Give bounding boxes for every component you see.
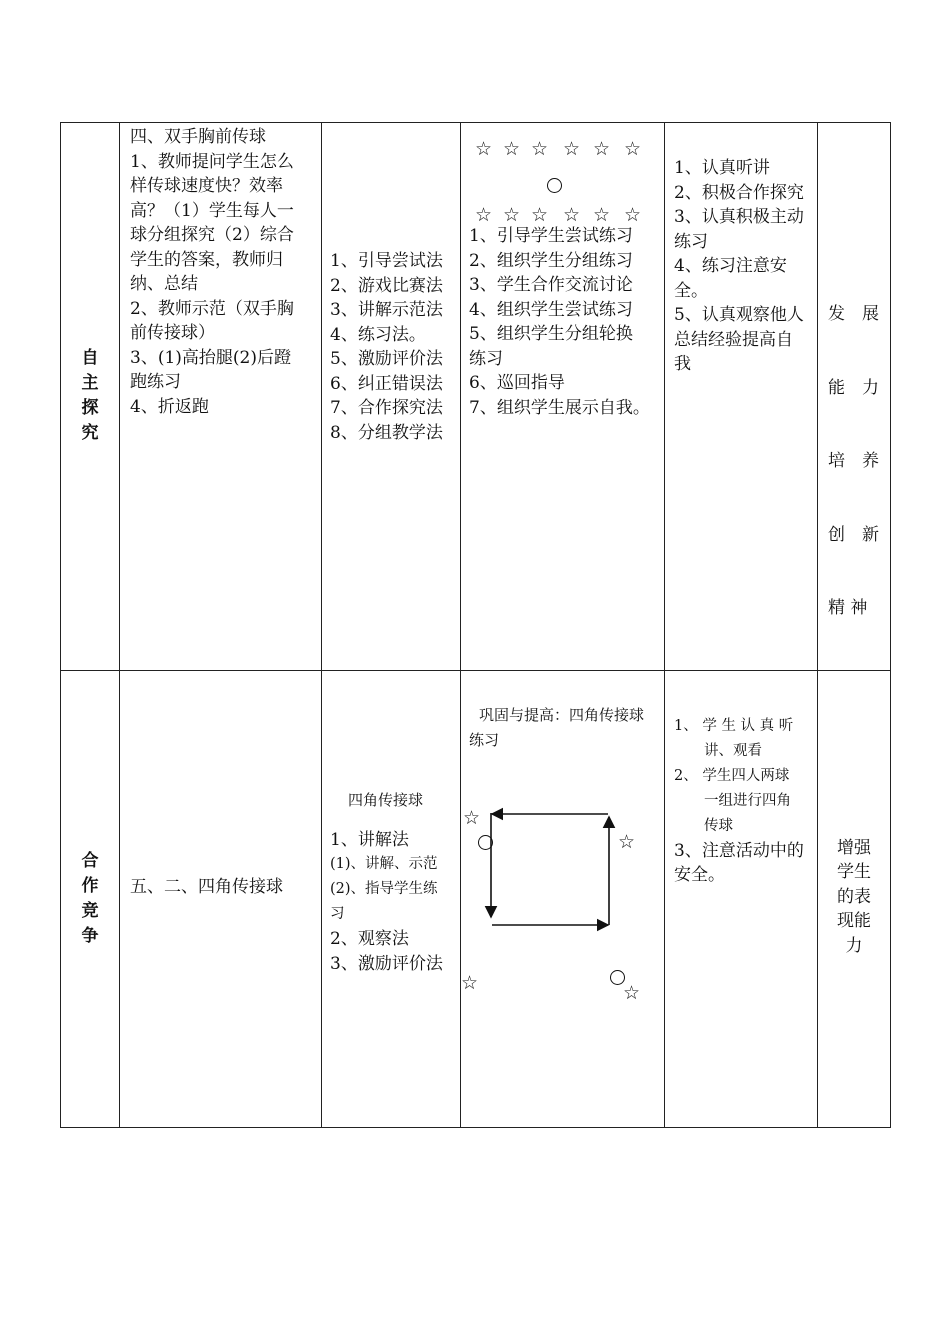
star-icon: ☆ (531, 138, 549, 160)
lesson-plan-table (60, 122, 891, 1128)
method-item: (1)、讲解、示范 (330, 856, 438, 872)
star-icon: ☆ (475, 204, 493, 226)
star-icon: ☆ (563, 204, 581, 226)
method-item: 2、观察法 (330, 929, 409, 949)
method-item: 1、引导尝试法 (330, 251, 443, 271)
content-cell (120, 670, 322, 1127)
star-icon: ☆ (623, 981, 641, 1004)
content-line: 纳、总结 (130, 274, 198, 294)
student-step: 3、注意活动中的 (674, 840, 804, 861)
star-icon: ☆ (463, 806, 481, 829)
goal-cell (818, 670, 891, 1127)
content-line: 五、二、四角传接球 (130, 876, 283, 897)
content-line: 球分组探究（2）综合 (130, 225, 294, 245)
content-line: 四、双手胸前传球 (130, 127, 266, 147)
method-item: (2)、指导学生练 (330, 881, 438, 897)
student-step: 讲、观看 (704, 742, 762, 759)
stage-char: 合 (81, 850, 99, 871)
student-step: 2、积极合作探究 (674, 182, 804, 203)
student-step: 传球 (704, 817, 733, 834)
student-step: 全。 (674, 280, 708, 301)
student-step: 2、 学生四人两球 (674, 767, 790, 784)
stage-char: 自 (81, 348, 99, 369)
drill-title: 巩固与提高：四角传接球 (479, 705, 645, 724)
formation-diagram (461, 123, 665, 233)
method-item: 8、分组教学法 (330, 422, 443, 443)
goal-cell (818, 123, 891, 671)
stage-cell (61, 670, 120, 1127)
stage-char: 主 (81, 373, 99, 394)
stage-char: 作 (81, 875, 99, 896)
student-cell (665, 123, 818, 671)
student-step: 安全。 (674, 865, 725, 885)
methods-cell (322, 670, 461, 1127)
star-icon: ☆ (503, 204, 521, 226)
teacher-step: 7、组织学生展示自我。 (469, 397, 650, 418)
content-line: 高？（1）学生每人一 (130, 200, 294, 221)
star-icon: ☆ (624, 204, 642, 226)
student-step: 4、练习注意安 (674, 256, 787, 276)
ball-circle-icon (547, 178, 562, 193)
goal-line: 创 新 (828, 524, 879, 545)
method-item: 6、纠正错误法 (330, 373, 443, 394)
star-icon: ☆ (475, 138, 493, 160)
goal-line: 的表 (837, 886, 871, 907)
methods-title: 四角传接球 (348, 790, 424, 809)
content-line: 样传球速度快？效率 (130, 176, 283, 196)
stage-char: 争 (81, 925, 99, 946)
teacher-step: 6、巡回指导 (469, 373, 565, 393)
content-line: 4、折返跑 (130, 396, 209, 417)
content-line: 跑练习 (130, 372, 181, 392)
star-icon: ☆ (563, 138, 581, 160)
stage-char: 探 (81, 398, 99, 419)
goal-line: 现能 (837, 911, 871, 931)
star-icon: ☆ (461, 971, 479, 994)
goal-line: 能 力 (828, 377, 879, 398)
student-step: 一组进行四角 (704, 792, 791, 809)
method-item: 2、游戏比赛法 (330, 275, 443, 296)
student-step: 1、 学 生 认 真 听 (674, 717, 794, 734)
content-line: 1、教师提问学生怎么 (130, 151, 294, 172)
student-step: 我 (674, 354, 691, 374)
goal-line: 精 神 (828, 598, 868, 618)
star-icon: ☆ (624, 138, 642, 160)
teacher-step: 练习 (469, 348, 503, 369)
teacher-step: 1、引导学生尝试练习 (469, 226, 633, 246)
method-item: 1、讲解法 (330, 829, 409, 850)
goal-line: 学生 (837, 862, 871, 882)
stage-cell (61, 123, 120, 671)
content-line: 学生的答案，教师归 (130, 249, 283, 270)
star-icon: ☆ (618, 830, 636, 853)
goal-line: 力 (845, 935, 863, 956)
method-item: 3、讲解示范法 (330, 300, 443, 320)
student-step: 1、认真听讲 (674, 158, 770, 178)
teacher-step: 2、组织学生分组练习 (469, 250, 633, 271)
star-icon: ☆ (531, 204, 549, 226)
star-icon: ☆ (593, 138, 611, 160)
method-item: 3、激励评价法 (330, 953, 443, 974)
student-step: 总结经验提高自 (674, 329, 793, 350)
student-step: 5、认真观察他人 (674, 305, 804, 325)
content-line: 2、教师示范（双手胸 (130, 298, 294, 319)
methods-cell (322, 123, 461, 671)
teacher-step: 3、学生合作交流讨论 (469, 275, 633, 295)
table-row (61, 123, 891, 671)
method-item: 7、合作探究法 (330, 398, 443, 418)
content-line: 前传接球） (130, 323, 215, 343)
student-step: 练习 (674, 231, 708, 252)
drill-title: 练习 (469, 730, 500, 749)
star-icon: ☆ (503, 138, 521, 160)
teacher-step: 5、组织学生分组轮换 (469, 324, 633, 344)
stage-char: 究 (81, 423, 99, 444)
method-item: 习 (330, 906, 345, 922)
method-item: 4、练习法。 (330, 324, 426, 345)
student-cell (665, 670, 818, 1127)
goal-line: 培 养 (828, 451, 879, 471)
teacher-cell (461, 123, 665, 671)
stage-char: 竞 (81, 900, 99, 921)
goal-line: 发 展 (828, 304, 879, 324)
ball-circle-icon (478, 835, 493, 850)
teacher-cell (461, 670, 665, 1127)
content-line: 3、(1)高抬腿(2)后蹬 (130, 347, 291, 368)
star-icon: ☆ (593, 204, 611, 226)
goal-line: 增强 (837, 837, 871, 858)
teacher-step: 4、组织学生尝试练习 (469, 299, 633, 320)
content-cell (120, 123, 322, 671)
method-item: 5、激励评价法 (330, 349, 443, 369)
table-row (61, 670, 891, 1127)
student-step: 3、认真积极主动 (674, 207, 804, 227)
